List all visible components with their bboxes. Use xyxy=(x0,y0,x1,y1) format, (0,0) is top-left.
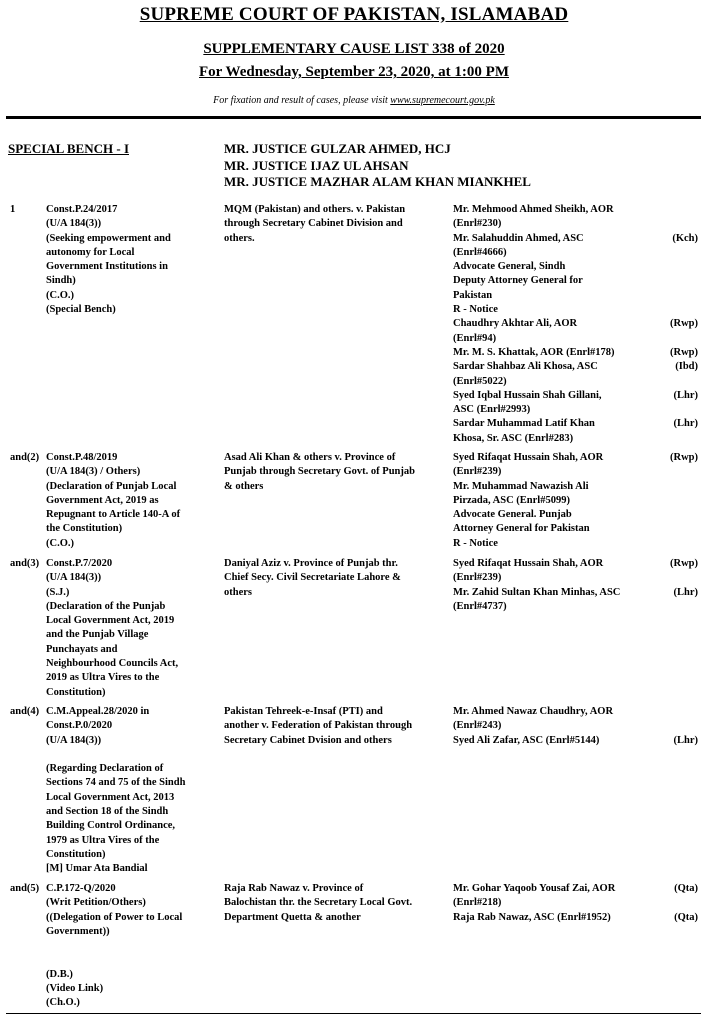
advocate-name: Advocate General, Sindh xyxy=(453,261,566,273)
case-parties xyxy=(224,882,412,925)
advocate-line xyxy=(453,522,698,536)
party-line: Daniyal Aziz v. Province of Punjab thr. xyxy=(224,558,398,569)
advocate-city: (Rwp) xyxy=(670,558,698,569)
advocate-line xyxy=(453,360,698,374)
advocate-line xyxy=(453,332,698,346)
party-line: through Secretary Cabinet Division and xyxy=(224,218,403,230)
advocate-line xyxy=(453,246,698,260)
case-number: 1 xyxy=(10,204,16,215)
advocate-name: (Enrl#218) xyxy=(453,897,502,909)
advocate-line xyxy=(453,203,698,217)
case-detail-line: autonomy for Local xyxy=(46,246,135,258)
advocate-line xyxy=(453,274,698,288)
case-details xyxy=(46,882,182,1011)
case-detail-line: ((Delegation of Power to Local xyxy=(46,911,183,923)
party-line: Pakistan Tehreek-e-Insaf (PTI) and xyxy=(224,706,383,717)
advocate-name: Raja Rab Nawaz, ASC (Enrl#1952) xyxy=(453,911,611,923)
bench-title: SPECIAL BENCH - I xyxy=(8,141,129,156)
advocate-line xyxy=(453,508,698,522)
case-number: and(2) xyxy=(10,452,40,463)
case-advocates xyxy=(453,705,698,748)
party-line: Asad Ali Khan & others v. Province of xyxy=(224,452,396,463)
fixation-note xyxy=(0,95,708,106)
party-line: Punjab through Secretary Govt. of Punjab xyxy=(224,466,415,478)
advocate-name: Mr. Mehmood Ahmed Sheikh, AOR xyxy=(453,204,614,215)
advocate-city: (Rwp) xyxy=(670,346,698,358)
party-line: Department Quetta & another xyxy=(224,911,361,923)
case-detail-line: C.P.172-Q/2020 xyxy=(46,883,116,894)
case-detail-line: (Seeking empowerment and xyxy=(46,232,171,244)
advocate-line xyxy=(453,586,698,600)
advocate-city: (Lhr) xyxy=(673,418,698,430)
note-text: For fixation and result of cases, please visit xyxy=(213,95,391,106)
advocate-line xyxy=(453,494,698,508)
case-advocates xyxy=(453,557,698,614)
case-details xyxy=(46,705,185,877)
bench-judges xyxy=(224,141,531,191)
advocate-line xyxy=(453,571,698,585)
advocate-line xyxy=(453,317,698,331)
advocate-name: Khosa, Sr. ASC (Enrl#283) xyxy=(453,432,574,444)
advocate-line xyxy=(453,600,698,614)
advocate-name: (Enrl#230) xyxy=(453,218,502,230)
advocate-line xyxy=(453,303,698,317)
case-detail-line: (Ch.O.) xyxy=(46,997,80,1009)
case-detail-line: (U/A 184(3) / Others) xyxy=(46,466,141,478)
footer-divider xyxy=(6,1013,701,1014)
party-line: Balochistan thr. the Secretary Local Govt. xyxy=(224,897,413,909)
case-detail-line: (D.B.) xyxy=(46,968,73,980)
advocate-name: Syed Ali Zafar, ASC (Enrl#5144) xyxy=(453,734,600,746)
party-line: Secretary Cabinet Dvision and others xyxy=(224,734,392,746)
advocate-city: (Rwp) xyxy=(670,318,698,330)
advocate-line xyxy=(453,451,698,465)
case-detail-line: Neighbourhood Councils Act, xyxy=(46,658,179,670)
judge-name: MR. JUSTICE MAZHAR ALAM KHAN MIANKHEL xyxy=(224,174,531,189)
case-detail-line: (Writ Petition/Others) xyxy=(46,897,146,909)
advocate-line xyxy=(453,911,698,925)
case-detail-line: Building Control Ordinance, xyxy=(46,820,176,832)
advocate-name: Sardar Muhammad Latif Khan xyxy=(453,418,595,430)
judge-name: MR. JUSTICE IJAZ UL AHSAN xyxy=(224,157,409,173)
advocate-name: ASC (Enrl#2993) xyxy=(453,404,531,416)
case-detail-line: (U/A 184(3)) xyxy=(46,218,102,230)
advocate-name: R - Notice xyxy=(453,537,498,549)
advocate-name: Syed Rifaqat Hussain Shah, AOR xyxy=(453,452,604,463)
advocate-name: (Enrl#4737) xyxy=(453,600,507,612)
case-parties xyxy=(224,705,412,748)
advocate-name: Mr. Ahmed Nawaz Chaudhry, AOR xyxy=(453,706,614,717)
advocate-line xyxy=(453,896,698,910)
advocate-name: (Enrl#5022) xyxy=(453,375,507,387)
advocate-line xyxy=(453,389,698,403)
advocate-name: (Enrl#243) xyxy=(453,720,502,732)
case-parties xyxy=(224,557,401,600)
advocate-name: (Enrl#4666) xyxy=(453,246,507,258)
case-detail-line: the Constitution) xyxy=(46,523,123,535)
advocate-line xyxy=(453,705,698,719)
case-detail-line: (Declaration of the Punjab xyxy=(46,600,166,612)
case-detail-line: Local Government Act, 2013 xyxy=(46,791,175,803)
case-detail-line: (U/A 184(3)) xyxy=(46,734,102,746)
case-number: and(3) xyxy=(10,558,40,569)
advocate-line xyxy=(453,260,698,274)
advocate-line xyxy=(453,465,698,479)
advocate-city: (Kch) xyxy=(672,232,698,244)
advocate-line xyxy=(453,417,698,431)
case-detail-line: (Special Bench) xyxy=(46,304,116,316)
advocate-name: Sardar Shahbaz Ali Khosa, ASC xyxy=(453,361,598,373)
judge-name: MR. JUSTICE GULZAR AHMED, HCJ xyxy=(224,141,451,156)
advocate-city: (Rwp) xyxy=(670,452,698,463)
advocate-name: (Enrl#94) xyxy=(453,332,497,344)
case-detail-line: Const.P.24/2017 xyxy=(46,204,118,215)
case-detail-line: (Video Link) xyxy=(46,983,104,995)
advocate-name: Pakistan xyxy=(453,289,493,301)
advocate-name: Attorney General for Pakistan xyxy=(453,523,590,535)
party-line: MQM (Pakistan) and others. v. Pakistan xyxy=(224,204,406,215)
advocate-city: (Qta) xyxy=(674,883,698,894)
advocate-name: Syed Rifaqat Hussain Shah, AOR xyxy=(453,558,604,569)
advocate-name: (Enrl#239) xyxy=(453,466,502,478)
case-detail-line xyxy=(46,939,182,953)
case-detail-line xyxy=(46,953,182,967)
case-detail-line: (Declaration of Punjab Local xyxy=(46,480,177,492)
advocate-name: (Enrl#239) xyxy=(453,572,502,584)
case-detail-line: and Section 18 of the Sindh xyxy=(46,806,169,818)
case-detail-line: and the Punjab Village xyxy=(46,629,149,641)
advocate-line xyxy=(453,734,698,748)
advocate-name: Mr. M. S. Khattak, AOR (Enrl#178) xyxy=(453,346,615,358)
advocate-city: (Lhr) xyxy=(673,586,698,598)
advocate-line xyxy=(453,289,698,303)
header-divider xyxy=(6,116,701,119)
case-detail-line: Government Institutions in xyxy=(46,261,168,273)
case-advocates xyxy=(453,451,698,551)
list-title: SUPPLEMENTARY CAUSE LIST 338 of 2020 xyxy=(203,41,505,57)
advocate-name: Mr. Zahid Sultan Khan Minhas, ASC xyxy=(453,586,621,598)
advocate-line xyxy=(453,537,698,551)
advocate-name: Syed Iqbal Hussain Shah Gillani, xyxy=(453,389,602,401)
advocate-name: Deputy Attorney General for xyxy=(453,275,583,287)
case-detail-line: Sections 74 and 75 of the Sindh xyxy=(46,777,186,789)
party-line: & others xyxy=(224,480,264,492)
case-detail-line: Sindh) xyxy=(46,275,76,287)
party-line: others xyxy=(224,586,252,598)
case-detail-line: 1979 as Ultra Vires of the xyxy=(46,834,160,846)
case-detail-line xyxy=(46,748,185,762)
case-detail-line: Government)) xyxy=(46,925,110,937)
advocate-line xyxy=(453,346,698,360)
party-line: Chief Secy. Civil Secretariate Lahore & xyxy=(224,572,401,584)
case-number: and(5) xyxy=(10,883,40,894)
advocate-line xyxy=(453,375,698,389)
case-detail-line: Constitution) xyxy=(46,686,106,698)
advocate-line xyxy=(453,557,698,571)
advocate-line xyxy=(453,232,698,246)
case-details xyxy=(46,451,180,551)
case-advocates xyxy=(453,203,698,446)
case-details xyxy=(46,557,178,700)
case-detail-line: (Regarding Declaration of xyxy=(46,763,164,775)
case-parties xyxy=(224,451,415,494)
advocate-city: (Lhr) xyxy=(673,734,698,746)
case-detail-line: 2019 as Ultra Vires to the xyxy=(46,672,160,684)
case-detail-line: [M] Umar Ata Bandial xyxy=(46,863,148,875)
advocate-city: (Qta) xyxy=(674,911,698,923)
case-parties xyxy=(224,203,405,246)
court-title: SUPREME COURT OF PAKISTAN, ISLAMABAD xyxy=(139,4,569,25)
case-number: and(4) xyxy=(10,706,40,717)
case-detail-line: (C.O.) xyxy=(46,289,74,301)
case-detail-line: (U/A 184(3)) xyxy=(46,572,102,584)
case-detail-line: Punchayats and xyxy=(46,643,118,655)
party-line: others. xyxy=(224,232,255,244)
party-line: Raja Rab Nawaz v. Province of xyxy=(224,883,364,894)
website-link[interactable]: www.supremecourt.gov.pk xyxy=(390,95,495,106)
party-line: another v. Federation of Pakistan through xyxy=(224,720,413,732)
advocate-name: R - Notice xyxy=(453,304,498,316)
advocate-line xyxy=(453,882,698,896)
case-detail-line: Repugnant to Article 140-A of xyxy=(46,509,181,521)
advocate-name: Pirzada, ASC (Enrl#5099) xyxy=(453,494,570,506)
advocate-name: Mr. Gohar Yaqoob Yousaf Zai, AOR xyxy=(453,883,616,894)
advocate-name: Mr. Salahuddin Ahmed, ASC xyxy=(453,232,584,244)
case-details xyxy=(46,203,171,317)
advocate-line xyxy=(453,432,698,446)
case-detail-line: Government Act, 2019 as xyxy=(46,494,159,506)
case-detail-line: Local Government Act, 2019 xyxy=(46,615,175,627)
case-detail-line: Constitution) xyxy=(46,848,106,860)
advocate-city: (Ibd) xyxy=(675,361,698,373)
case-detail-line: Const.P.0/2020 xyxy=(46,720,113,732)
case-detail-line: (S.J.) xyxy=(46,586,70,598)
advocate-line xyxy=(453,217,698,231)
advocate-line xyxy=(453,403,698,417)
case-detail-line: (C.O.) xyxy=(46,537,74,549)
advocate-name: Mr. Muhammad Nawazish Ali xyxy=(453,480,589,492)
advocate-line xyxy=(453,480,698,494)
advocate-name: Advocate General. Punjab xyxy=(453,509,572,521)
advocate-line xyxy=(453,719,698,733)
hearing-date: For Wednesday, September 23, 2020, at 1:00 PM xyxy=(199,64,509,80)
case-detail-line: Const.P.48/2019 xyxy=(46,452,118,463)
case-detail-line: Const.P.7/2020 xyxy=(46,558,113,569)
case-detail-line: C.M.Appeal.28/2020 in xyxy=(46,706,150,717)
advocate-city: (Lhr) xyxy=(673,389,698,401)
advocate-name: Chaudhry Akhtar Ali, AOR xyxy=(453,318,578,330)
case-advocates xyxy=(453,882,698,925)
